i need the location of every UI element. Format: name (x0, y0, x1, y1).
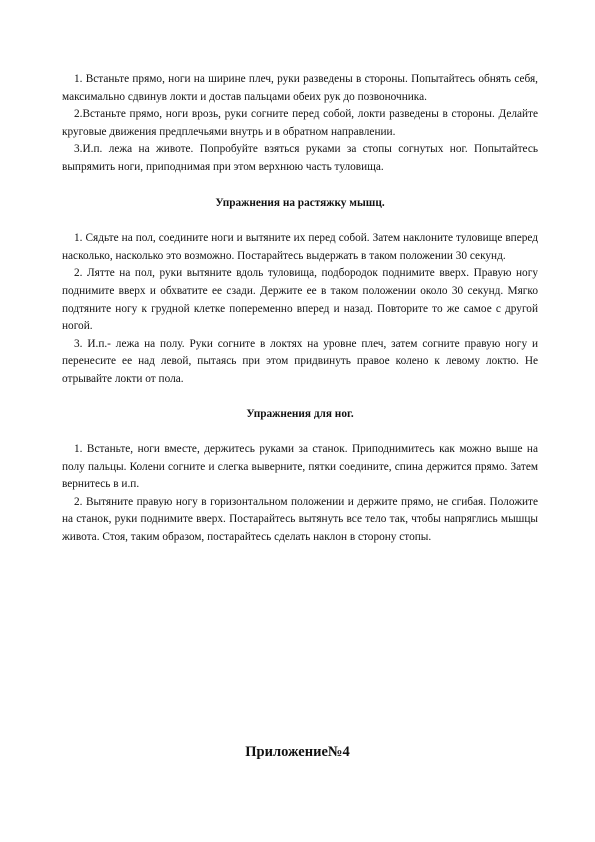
intro-paragraph-1: 1. Встаньте прямо, ноги на ширине плеч, руки разведены в стороны. Попытайтесь обнять себя, максимально сдвинув локти и достав пальцами обеих рук до позвоночника. (62, 73, 538, 103)
stretch-section-heading: Упражнения на растяжку мышц. (215, 196, 385, 209)
stretch-paragraph-1: 1. Сядьте на пол, соедините ноги и вытяните их перед собой. Затем наклоните туловище вперед насколько, насколько это возможно. Постарайтесь выдержать в таком положении 30 секунд. (62, 232, 538, 262)
appendix-title: Приложение№4 (245, 744, 350, 760)
intro-paragraph-2: 2.Встаньте прямо, ноги врозь, руки согните перед собой, локти разведены в стороны. Делайте круговые движения предплечьями внутрь и в обратном направлении. (62, 108, 538, 138)
stretch-paragraph-3: 3. И.п.- лежа на полу. Руки согните в локтях на уровне плеч, затем согните правую ногу и перенесите ее над левой, пытаясь при этом придвинуть правое колено к левому локтю. Не отрывайте локти от пола. (62, 337, 538, 385)
document-body (62, 71, 538, 547)
legs-paragraph-1: 1. Встаньте, ноги вместе, держитесь руками за станок. Приподнимитесь как можно выше на полу пальцы. Колени согните и слегка выверните, пятки соедините, спина держится прямо. Затем вернитесь в и.п. (62, 443, 538, 491)
legs-section-heading: Упражнения для ног. (246, 407, 354, 420)
intro-paragraph-3: 3.И.п. лежа на животе. Попробуйте взяться руками за стопы согнутых ног. Попытайтесь выпрямить ноги, приподнимая при этом верхнюю часть туловища. (62, 143, 538, 173)
stretch-paragraph-2: 2. Лятте на пол, руки вытяните вдоль туловища, подбородок поднимите вверх. Правую ногу поднимите вверх и обхватите ее сзади. Держите ее в таком положении около 30 секунд. Мягко подтяните ногу к грудной клетке попеременно вперед и назад. Повторите то же самое с другой ногой. (62, 267, 538, 333)
legs-paragraph-2: 2. Вытяните правую ногу в горизонтальном положении и держите прямо, не сгибая. Положите на станок, руки поднимите вверх. Постарайтесь вытянуть все тело так, чтобы напряглись мышцы живота. Стоя, таким образом, постарайтесь сделать наклон в сторону стопы. (62, 495, 538, 544)
